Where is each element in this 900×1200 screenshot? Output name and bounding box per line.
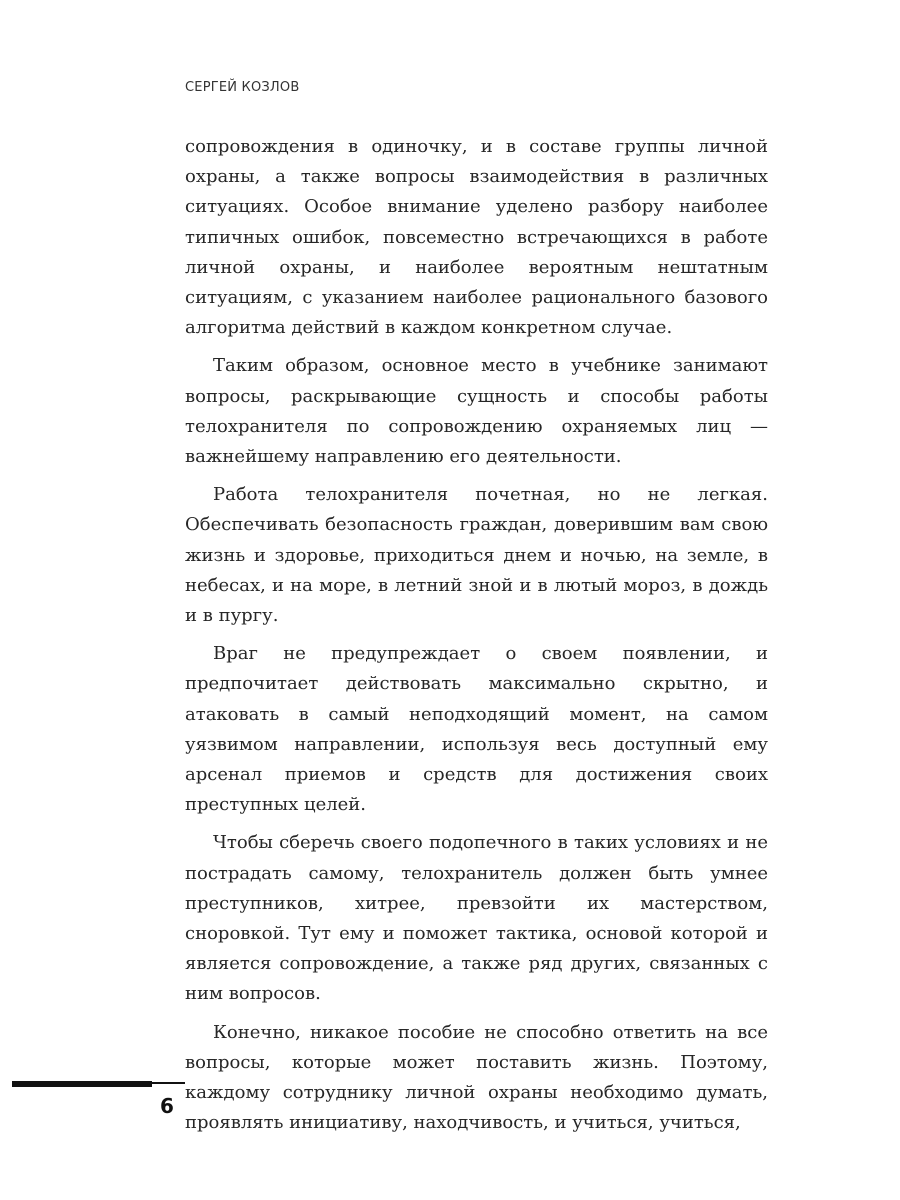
running-head-author: СЕРГЕЙ КОЗЛОВ <box>185 80 300 95</box>
paragraph: Работа телохранителя почетная, но не легкая. Обеспечивать безопасность граждан, доверившим вам свою жизнь и здоровье, приходиться днем и ночью, на земле, в небесах, и на море, в летний зной и в лютый мороз, в дождь и в пургу. <box>185 484 768 627</box>
page-number: 6 <box>160 1094 174 1118</box>
body-text <box>185 132 768 1147</box>
paragraph: Враг не предупреждает о своем появлении, и предпочитает действовать максимально скрытно, и атаковать в самый неподходящий момент, на самом уязвимом направлении, используя весь доступный ему арсенал приемов и средств для достижения своих преступных целей. <box>185 643 768 816</box>
paragraph: Конечно, никакое пособие не способно ответить на все вопросы, которые может поставить жизнь. Поэтому, каждому сотруднику личной охраны необходимо думать, проявлять инициативу, находчивость, и учиться, учиться, <box>185 1021 768 1134</box>
paragraph: Таким образом, основное место в учебнике занимают вопросы, раскрывающие сущность и способы работы телохранителя по сопровождению охраняемых лиц — важнейшему направлению его деятельности. <box>185 355 768 468</box>
paragraph: Чтобы сберечь своего подопечного в таких условиях и не пострадать самому, телохранитель должен быть умнее преступников, хитрее, превзойти их мастерством, сноровкой. Тут ему и поможет тактика, основой которой и является сопровождение, а также ряд других, связанных с ним вопросов. <box>185 832 768 1005</box>
paragraph: сопровождения в одиночку, и в составе группы личной охраны, а также вопросы взаимодействия в различных ситуациях. Особое внимание уделено разбору наиболее типичных ошибок, повсеместно встречающихся в работе личной охраны, и наиболее вероятным нештатным ситуациям, с указанием наиболее рационального базового алгоритма действий в каждом конкретном случае. <box>185 136 768 339</box>
footer-rule-thin <box>150 1082 185 1084</box>
footer-rule-thick <box>12 1081 152 1087</box>
